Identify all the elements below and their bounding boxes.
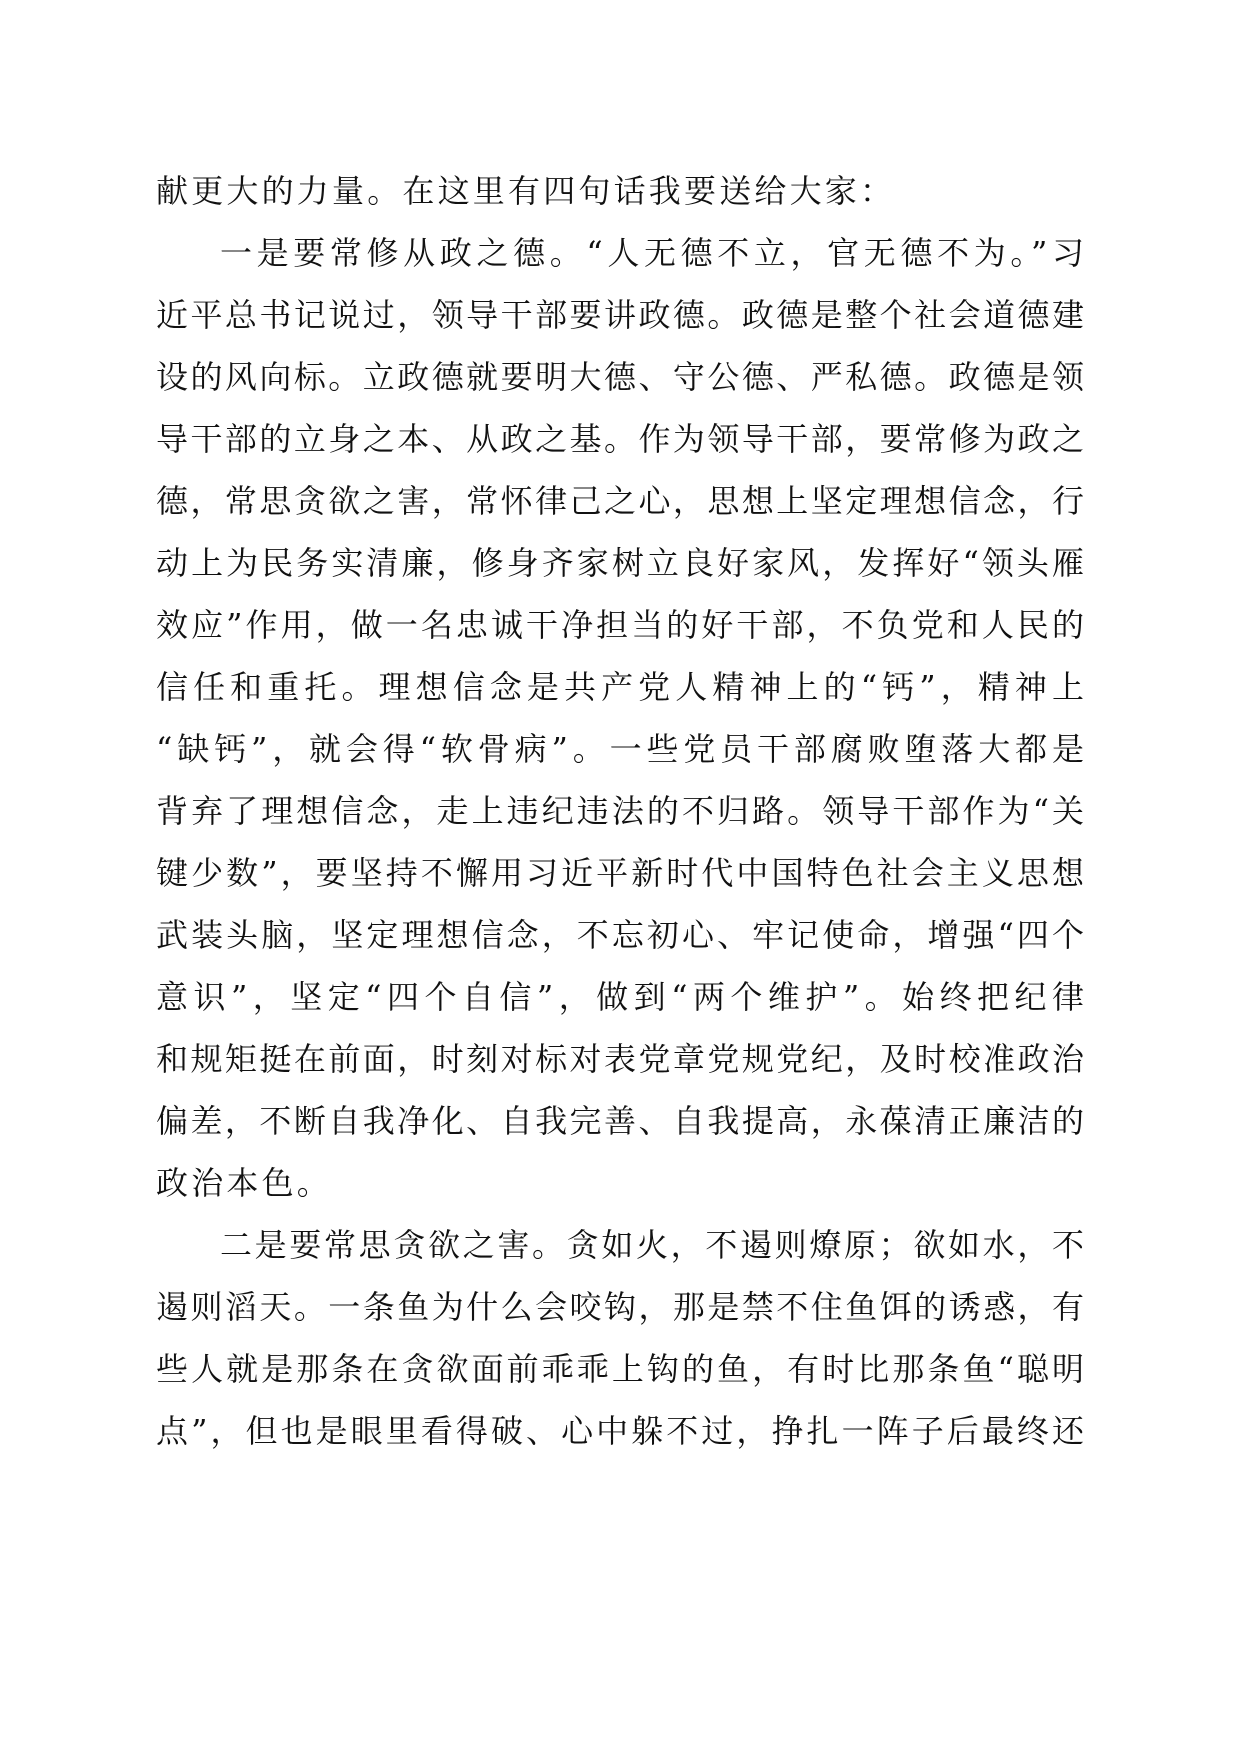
text-line: 导干部的立身之本、从政之基。作为领导干部，要常修为政之: [156, 420, 1084, 458]
text-line: 背弃了理想信念，走上违纪违法的不归路。领导干部作为“关: [156, 792, 1084, 830]
paragraph-second-point: [156, 1214, 1084, 1462]
text-line: 偏差，不断自我净化、自我完善、自我提高，永葆清正廉洁的: [156, 1102, 1084, 1140]
text-line: 遏则滔天。一条鱼为什么会咬钩，那是禁不住鱼饵的诱惑，有: [156, 1288, 1084, 1326]
text-line: 二是要常思贪欲之害。贪如火，不遏则燎原；欲如水，不: [220, 1226, 1084, 1264]
text-line: 信任和重托。理想信念是共产党人精神上的“钙”，精神上: [156, 668, 1084, 706]
text-line: 武装头脑，坚定理想信念，不忘初心、牢记使命，增强“四个: [156, 916, 1084, 954]
text-line: 设的风向标。立政德就要明大德、守公德、严私德。政德是领: [156, 358, 1084, 396]
text-line: 近平总书记说过，领导干部要讲政德。政德是整个社会道德建: [156, 296, 1084, 334]
paragraph-continuation: [156, 160, 1084, 222]
text-line: 意识”，坚定“四个自信”，做到“两个维护”。始终把纪律: [156, 978, 1084, 1016]
text-line: 政治本色。: [156, 1164, 333, 1202]
body-text: [156, 160, 1084, 1462]
text-line: 献更大的力量。在这里有四句话我要送给大家：: [156, 172, 896, 210]
text-line: 点”，但也是眼里看得破、心中躲不过，挣扎一阵子后最终还: [156, 1412, 1084, 1450]
text-line: 动上为民务实清廉，修身齐家树立良好家风，发挥好“领头雁: [156, 544, 1084, 582]
text-line: 键少数”，要坚持不懈用习近平新时代中国特色社会主义思想: [156, 854, 1084, 892]
text-line: “缺钙”，就会得“软骨病”。一些党员干部腐败堕落大都是: [156, 730, 1084, 768]
text-line: 一是要常修从政之德。“人无德不立，官无德不为。”习: [220, 234, 1084, 272]
paragraph-first-point: [156, 222, 1084, 1214]
text-line: 和规矩挺在前面，时刻对标对表党章党规党纪，及时校准政治: [156, 1040, 1084, 1078]
text-line: 德，常思贪欲之害，常怀律己之心，思想上坚定理想信念，行: [156, 482, 1084, 520]
text-line: 效应”作用，做一名忠诚干净担当的好干部，不负党和人民的: [156, 606, 1084, 644]
text-line: 些人就是那条在贪欲面前乖乖上钩的鱼，有时比那条鱼“聪明: [156, 1350, 1084, 1388]
